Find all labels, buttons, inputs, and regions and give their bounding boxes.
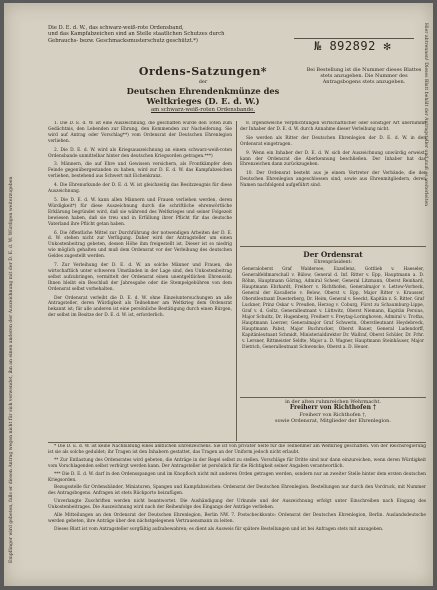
statute-paragraph: 9. Wenn ein Inhaber der D. E. d. W. sich der Auszeichnung unwürdig erweist, kann der Ordensrat die Aberkennung beschließen. Der Inhaber hat das Ehrenzeichen dann zurückzugeben. — [240, 150, 426, 168]
section-divider — [48, 442, 426, 443]
statute-paragraph: 5. Die D. E. d. W. kann allen Männern und Frauen verliehen werden, deren Würdigkeit*) für diese Auszeichnung durch die schriftliche ehrenwörtliche Erklärung begründet wird, daß sie während des Weltkrieges und seiner Folgezeit bewiesen haben, daß sie treu und in Erfüllung ihrer Pflicht für das deutsche Vaterland ihre Pflicht getan haben. — [48, 197, 232, 227]
memorial-name: Freiherr von Richthofen † — [289, 404, 377, 412]
order-council-subtitle: Ehrenpräsident: — [314, 260, 352, 265]
footnote-paragraph: ** Zur Entlastung des Ordensrates wird gebeten, die Anträge in der Regel selbst zu stellen. Vorschläge für Dritte sind nur dann einzureichen, wenn deren Würdigkeit vom Vorschlagenden selbst verbürgt werden kann. Der Antragsteller ist persönlich für die Richtigkeit seiner Angaben verantwortlich. — [48, 457, 426, 469]
header-line-2: und das Kampfabzeichen sind an Stelle staatlichen Schutzes durch — [48, 31, 225, 38]
statute-paragraph: Der Ordensrat verleiht die D. E. d. W. ohne Einzeluntersuchungen an alle Antragsteller, deren Würdigkeit als Teilnehmer am Weltkrieg dem Ordensrat bekannt ist; für alle anderen ist eine persönliche Bestätigung durch einen Bürgen, der selbst im Besitze der D. E. d. W. ist, erforderlich. — [48, 295, 232, 319]
column-divider — [236, 121, 237, 441]
title-der: der — [198, 79, 208, 85]
document-sheet — [4, 3, 433, 586]
title-band: am schwarz-weiß-roten Ordensbande. — [150, 107, 256, 113]
statutes-left-column — [48, 121, 232, 443]
footnote-paragraph: Dieses Blatt ist vom Antragsteller sorgfältig aufzubewahren; es dient als Ausweis für spätere Bestellungen und ist bei Anfragen stets mit anzugeben. — [54, 526, 384, 532]
footnote-paragraph: * Die D. E. d. W. ist keine Nachbildung eines amtlichen Ehrenzeichens. Sie ist von privater Seite für die Teilnehmer am Weltkrieg geschaffen. Von der Reichsregierung ist sie als solche geduldet; ihr Tragen ist den Inhabern gestattet, das Tragen an der Uniform jedoch nicht erlaubt. — [48, 444, 426, 455]
serial-number: № 892892 ✻ — [314, 39, 392, 53]
statute-paragraph: 4. Die Ehrenurkunde der D. E. d. W. ist gleichzeitig das Besitzzeugnis für diese Auszeichnung. — [48, 183, 232, 195]
header-line-3: Gebrauchs- bezw. Geschmacksmusterschutz geschützt.*) — [48, 37, 198, 44]
statute-paragraph: 3. Männern, die auf Ehre und Gewissen versichern, als Frontkämpfer dem Feinde gegenübergestanden zu haben, wird zur D. E. d. W. das Kampfabzeichen verliehen, bestehend aus Schwert mit Eichenkranz. — [48, 162, 232, 180]
order-council-names: Generaloberst Graf Waldersee, Exzellenz, Gottlieb v. Haeseler, Generalfeldmarschall v. Bülow, General d. Inf. Ritter v. Epp, Hauptmann a. D. Röhm, Hauptmann Göring, Admiral Scheer, General Litzmann, Oberst Reinhard, Hauptmann Ehrhardt, Freiherr v. Richthofen, Generalmajor v. Lettow-Vorbeck, General der Kavallerie v. Below, Oberst v. Epp, Major Ritter v. Krausser, Oberstleutnant Duesterberg, Dr. Heim, General v. Seeckt, Kapitän z. S. Ritter, Graf Luckner, Prinz Oskar v. Preußen, Herzog v. Coburg, Fürst zu Schaumburg-Lippe, Graf v. d. Goltz, Generalleutnant v. Lüttwitz, Oberst Niemann, Kapitän Persius, Major Schultz, Dr. Hugenberg, Freiherr v. Freytag-Loringhoven, Admiral v. Trotha, Hauptmann Loerzer, Generalmajor Graf Schwerin, Oberstleutnant Heydebreck, Hauptmann Pabst, Major Buchrucker, Oberst Bauer, General Ludendorff, Kapitänleutnant Schmidt, Ministerialdirektor Dr. Wallraf, Oberst Schüler, Dr. Frhr. v. Lersner, Rittmeister Seldte, Major a. D. Wagner, Hauptmann Steinhäuser, Major Dietrich, Generalleutnant Schwencke, Oberst a. D. Heuer. — [242, 267, 424, 350]
title-block — [100, 65, 306, 113]
header-notice — [48, 25, 278, 44]
memorial-line-3: Freiherr von Richthofen †, — [299, 411, 367, 418]
statute-paragraph: 8. Irgendwelche Verpflichtungen wirtschaftlicher oder sonstiger Art übernimmt der Inhaber der D. E. d. W. durch Annahme dieser Verleihung nicht. — [240, 121, 426, 132]
order-council-title: Der Ordensrat — [303, 250, 363, 259]
footnotes-section — [48, 444, 426, 584]
memorial-line-4: sowie Ordensrat, Mitglieder der Ehrenlegion. — [275, 418, 391, 425]
side-note-right-text: Hier abtrennen! Dieses Blatt behält der Antragsteller und muß es weiterleiten — [423, 23, 428, 207]
order-number-note: Bei Bestellung ist die Nummer dieses Blattes stets anzugeben. Die Nummer des Antragsbogens stets anzugeben. — [306, 67, 422, 85]
memorial-line-1: in der alten ruhmreichen Wehrmacht. — [285, 399, 381, 405]
side-note-left-text: Empfänger wird gebeten, falls er diesen Antrag wegen nicht für sich verwendet, ihn an einen anderen der Auszeichnung mit der D. E. d. W. Würdigen weiterzugeben — [9, 176, 14, 563]
statute-paragraph: 7. Zur Verleihung der D. E. d. W. an solche Männer und Frauen, die wirtschaftlich unter schweren Umständen in der Lage sind, den Unkostenbeitrag selbst aufzubringen, vermittelt der Ordensrat einen unentgeltlichen Ehrensold. Ihnen bleibt ein Beschluß der Jahresgabe oder die Stempelgebühren von dem Ordensrat selbst vorbehalten. — [48, 263, 232, 292]
statutes-right-column — [240, 121, 426, 241]
footnote-paragraph: *** Die D. E. d. W. darf in den Ordensspangen und im Knopfloch nicht mit anderen Orden getragen werden, sondern nur an zweiter Stelle hinter dem ersten deutschen Kriegsorden. — [48, 471, 426, 483]
statute-paragraph: 10. Der Ordensrat besteht aus je einem Vertreter der Verbände, die der Deutschen Ehrenlegion angeschlossen sind, sowie aus Ehrenmitgliedern, deren Namen nachfolgend aufgeführt sind. — [240, 171, 426, 189]
statute-paragraph: Sie werden als Ritter der Deutschen Ehrenlegion der D. E. d. W. in den Ordensrat eingetragen. — [240, 135, 426, 147]
statute-paragraph: 6. Die öffentliche Mittel zur Durchführung der notwendigen Arbeiten der D. E. d. W. stehen nicht zur Verfügung. Daher wird der Antragsteller um einen Unkostenbeitrag gebeten, dessen Höhe ihm freigestellt ist. Dieser ist so niedrig wie möglich gehalten und muß dem Ordensrat vor der Verleihung des deutschen Geldes zugestellt werden. — [48, 230, 232, 260]
footnote-paragraph: Alle Mitteilungen an den Ordensrat der Deutschen Ehrenlegion, Berlin NW. 7. Postscheckkonto: Ordensrat der Deutschen Ehrenlegion, Berlin. Auslandsdeutsche werden gebeten, ihre Anträge über den nächstgelegenen Vertrauensmann zu leiten. — [48, 513, 426, 524]
order-council-box — [240, 246, 426, 398]
statute-paragraph: 1. Die D. E. d. W. ist eine Auszeichnung, die geschaffen wurde den Toten zum Gedächtnis, den Lebenden zur Ehrung, den Kommenden zur Nacheiferung. Sie wird auf Antrag oder Vorschlag**) vom Ordensrat der Deutschen Ehrenlegion verliehen. — [48, 121, 232, 144]
footnote-paragraph: Unverlangte Zuschriften werden nicht beantwortet. Die Aushändigung der Urkunde und der Auszeichnung erfolgt unter Einschreiben nach Eingang des Unkostenbeitrages. Die Auszeichnung wird nach der Reihenfolge des Eingangs der Anträge verliehen. — [48, 499, 426, 511]
header-line-1: Die D. E. d. W., das schwarz-weiß-rote Ordensband, — [48, 25, 184, 31]
title-name: Deutschen Ehrendenkmünze des Weltkrieges (D. E. d. W.) — [126, 86, 280, 106]
memorial-note — [240, 399, 426, 425]
side-note-left — [7, 23, 17, 568]
footnote-paragraph: Bezugsstelle für Ordensbänder, Miniaturen, Spangen und Kampfabzeichen: Ordensrat der Deutschen Ehrenlegion. Bestellungen nur durch den Vordruck, mit Nummer des Antragsbogens. Anfragen ist stets Rückporto beizufügen. — [48, 485, 426, 497]
statute-paragraph: 2. Die D. E. d. W. wird als Kriegsauszeichnung an einem schwarz-weiß-roten Ordensbande unmittelbar hinter den deutschen Kriegsorden getragen.***) — [48, 147, 232, 159]
page-title: Ordens-Satzungen* — [138, 65, 268, 78]
